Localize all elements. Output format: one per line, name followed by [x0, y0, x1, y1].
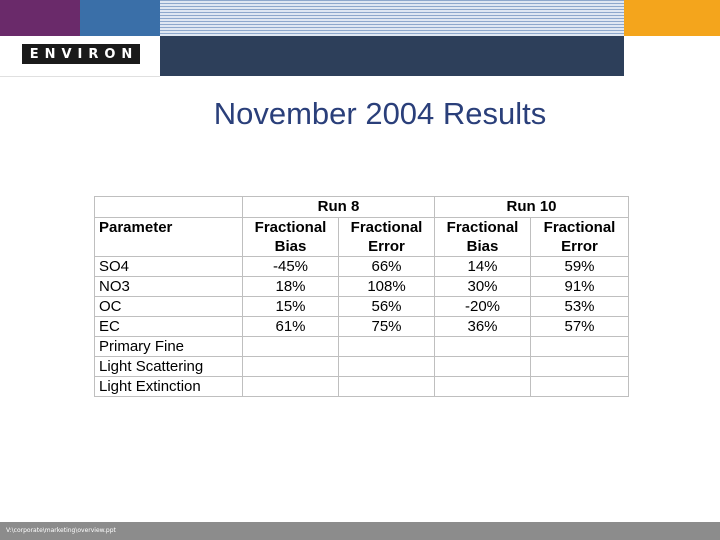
results-table — [94, 196, 629, 397]
parameter-cell: Light Extinction — [95, 377, 243, 397]
header-striped-band — [160, 0, 624, 36]
footer-bar — [0, 522, 720, 540]
value-cell: 57% — [531, 317, 629, 337]
parameter-cell: Primary Fine — [95, 337, 243, 357]
value-cell: 61% — [243, 317, 339, 337]
sub-header: Fractional — [435, 218, 531, 238]
value-cell — [243, 377, 339, 397]
parameter-cell: OC — [95, 297, 243, 317]
footer-file-path: V:\corporate\marketing\overview.ppt — [6, 527, 116, 534]
header-navy-band — [160, 36, 624, 76]
sub-header: Fractional — [243, 218, 339, 238]
sub-header: Bias — [243, 237, 339, 257]
table-row — [95, 377, 629, 397]
table-row — [95, 317, 629, 337]
value-cell: -45% — [243, 257, 339, 277]
value-cell: -20% — [435, 297, 531, 317]
table-header-row-runs — [95, 197, 629, 218]
table-row — [95, 277, 629, 297]
table-body — [95, 257, 629, 397]
header-orange-block — [624, 0, 720, 36]
value-cell — [531, 357, 629, 377]
parameter-cell: NO3 — [95, 277, 243, 297]
parameter-cell: SO4 — [95, 257, 243, 277]
header-blue-block — [80, 0, 160, 36]
logo-area — [0, 36, 160, 77]
sub-header: Error — [339, 237, 435, 257]
value-cell: 59% — [531, 257, 629, 277]
value-cell — [435, 337, 531, 357]
slide-title: November 2004 Results — [213, 96, 547, 131]
table-row — [95, 297, 629, 317]
value-cell: 108% — [339, 277, 435, 297]
table-row — [95, 257, 629, 277]
logo-text: ENVIRON — [29, 46, 139, 62]
value-cell: 14% — [435, 257, 531, 277]
table-header-row-sub2 — [95, 237, 629, 257]
value-cell: 91% — [531, 277, 629, 297]
value-cell — [243, 357, 339, 377]
table-row — [95, 337, 629, 357]
table-row — [95, 357, 629, 377]
run-header: Run 10 — [435, 197, 629, 218]
value-cell: 30% — [435, 277, 531, 297]
value-cell — [435, 357, 531, 377]
value-cell: 53% — [531, 297, 629, 317]
value-cell: 75% — [339, 317, 435, 337]
sub-header: Fractional — [531, 218, 629, 238]
table-header-row-sub1 — [95, 218, 629, 238]
parameter-header-spacer — [95, 237, 243, 257]
header-empty-cell — [95, 197, 243, 218]
value-cell — [339, 357, 435, 377]
value-cell — [243, 337, 339, 357]
value-cell — [435, 377, 531, 397]
parameter-cell: Light Scattering — [95, 357, 243, 377]
value-cell — [531, 377, 629, 397]
value-cell — [339, 337, 435, 357]
header-purple-block — [0, 0, 80, 36]
value-cell: 56% — [339, 297, 435, 317]
value-cell — [531, 337, 629, 357]
value-cell: 18% — [243, 277, 339, 297]
sub-header: Bias — [435, 237, 531, 257]
value-cell: 36% — [435, 317, 531, 337]
value-cell — [339, 377, 435, 397]
value-cell: 15% — [243, 297, 339, 317]
environ-logo — [22, 44, 140, 64]
value-cell: 66% — [339, 257, 435, 277]
results-table-wrap — [94, 196, 628, 397]
run-header: Run 8 — [243, 197, 435, 218]
sub-header: Fractional — [339, 218, 435, 238]
parameter-cell: EC — [95, 317, 243, 337]
sub-header: Error — [531, 237, 629, 257]
parameter-header: Parameter — [95, 218, 243, 238]
